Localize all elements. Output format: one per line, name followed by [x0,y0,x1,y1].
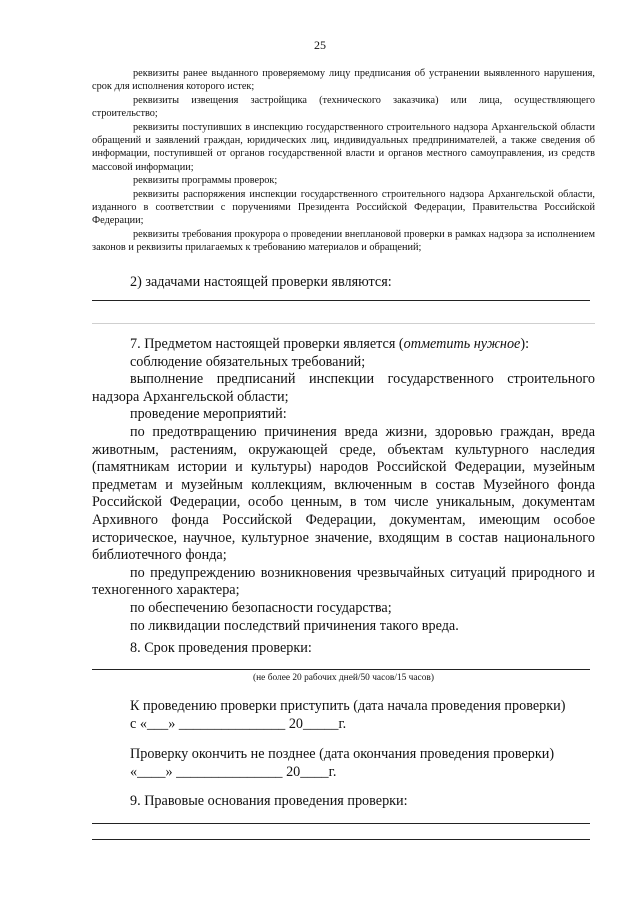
tasks-fill-line[interactable] [92,300,590,301]
mark-needed-hint: отметить нужное [403,336,521,352]
requisite-item: реквизиты поступивших в инспекцию государственного строительного надзора Архангельской области обращений и заявлений граждан, юридических лиц, индивидуальных предпринимателей, а также сведения об информации, поступившей от органов государственной власти и органов местного самоуправления, из средств массовой информации; [92,121,595,173]
section-9 [92,793,595,811]
subject-item: проведение мероприятий: [130,406,287,423]
start-date-label: К проведению проверки приступить (дата начала проведения проверки) [130,698,566,714]
start-date-field[interactable]: с «___» _______________ 20_____г. [130,715,347,732]
subject-item: по обеспечению безопасности государства; [130,599,392,616]
end-date-label: Проверку окончить не позднее (дата окончания проведения проверки) [130,746,555,762]
requisite-item: реквизиты извещения застройщика (технического заказчика) или лица, осуществляющего строительство; [92,94,595,120]
section-7 [92,336,595,635]
legal-basis-fill-line-2[interactable] [92,839,590,840]
requisite-item: реквизиты распоряжения инспекции государственного строительного надзора Архангельской области, изданного в соответствии с поручениями Президента Российской Федерации, Правительства Российской Федерации; [92,188,595,227]
section-7-lead: 7. Предметом настоящей проверки является (отметить нужное): [130,336,530,352]
subject-item: по предотвращению причинения вреда жизни, здоровью граждан, вреда животным, растениям, окружающей среде, объектам культурного наследия (памятникам истории и культуры) народов Российской Федерации, музейным предметам и музейным коллекциям, включенным в состав Музейного фонда Российской Федерации, особо ценным, в том числе уникальным, документам Архивного фонда Российской Федерации, документам, имеющим особое историческое, научное, культурное значение, входящим в состав национального библиотечного фонда; [92,423,595,564]
requisite-item: реквизиты требования прокурора о проведении внеплановой проверки в рамках надзора за исполнением законов и реквизиты прилагаемых к требованию материалов и обращений; [92,228,595,254]
end-date-field[interactable]: «____» _______________ 20____г. [130,763,337,780]
requisites-list [92,67,595,255]
page-number: 25 [314,38,326,52]
subject-item: по предупреждению возникновения чрезвычайных ситуаций природного и техногенного характера; [92,564,595,599]
tasks-section [92,274,595,292]
section-8-heading: 8. Срок проведения проверки: [130,640,312,656]
requisite-item: реквизиты ранее выданного проверяемому лицу предписания об устранении выявленного нарушения, срок для исполнения которого истек; [92,68,595,93]
subject-item: соблюдение обязательных требований; [130,353,366,370]
section-9-heading: 9. Правовые основания проведения проверки: [130,793,408,809]
requisite-item: реквизиты программы проверок; [133,175,278,187]
duration-fill-line[interactable] [92,669,590,670]
subject-item: по ликвидации последствий причинения такого вреда. [130,617,459,634]
legal-basis-fill-line[interactable] [92,823,590,824]
tasks-heading: 2) задачами настоящей проверки являются: [130,274,392,290]
section-8 [92,640,595,658]
end-date-block [92,746,595,781]
subject-item: выполнение предписаний инспекции государственного строительного надзора Архангельской области; [92,371,595,405]
separator-line [92,323,595,324]
start-date-block [92,698,595,733]
duration-note: (не более 20 рабочих дней/50 часов/15 часов) [253,673,434,683]
